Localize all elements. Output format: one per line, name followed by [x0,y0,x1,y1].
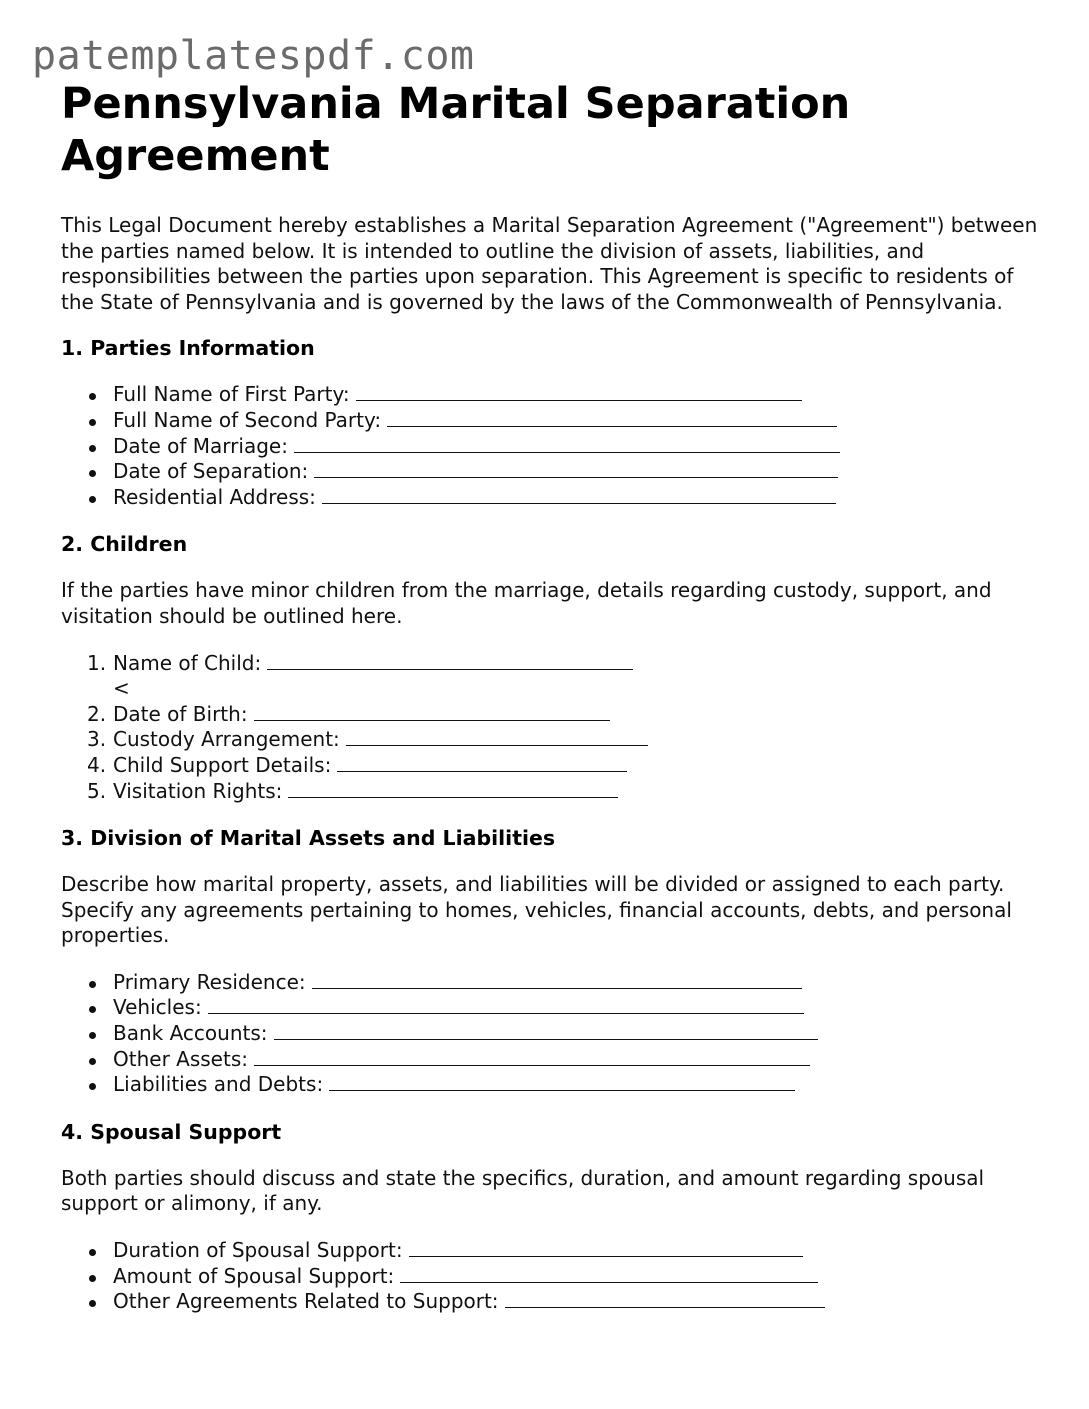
spousal-support-paragraph: Both parties should discuss and state the specifics, duration, and amount regarding spousal support or alimony, if any. [61,1165,985,1216]
fill-in-blank[interactable] [400,1264,818,1283]
list-item [61,1238,1041,1264]
list-item [61,1289,1041,1315]
list-item [61,995,1041,1021]
children-list [61,651,1041,805]
fill-in-blank[interactable] [288,779,618,798]
field-label: Liabilities and Debts: [113,1072,324,1097]
list-item [61,779,1041,805]
list-item [61,753,1041,779]
list-item [61,727,1041,753]
fill-in-blank[interactable] [356,382,802,401]
children-paragraph: If the parties have minor children from the marriage, details regarding custody, support, and visitation should be outlined here. [61,578,992,628]
stray-character: < [113,676,130,701]
field-label: Name of Child: [113,650,262,675]
fill-in-blank[interactable] [274,1021,818,1040]
list-item [61,651,1041,677]
fill-in-blank[interactable] [409,1238,803,1257]
section-heading-spousal-support: 4. Spousal Support [61,1119,282,1144]
field-label: Primary Residence: [113,969,306,994]
field-label: Date of Birth: [113,701,248,726]
field-label: Visitation Rights: [113,778,283,803]
list-item [61,408,1041,434]
section-heading-children: 2. Children [61,532,188,557]
assets-paragraph: Describe how marital property, assets, and liabilities will be divided or assigned to each party. Specify any agreements pertaining to homes, vehicles, financial accounts, debts, and personal properties. [61,872,1012,948]
field-label: Child Support Details: [113,752,332,777]
fill-in-blank[interactable] [254,1047,810,1066]
field-label: Other Agreements Related to Support: [113,1289,499,1314]
item-number: 1. [87,650,107,675]
fill-in-blank[interactable] [254,702,610,721]
spousal-support-list [61,1238,1041,1315]
field-label: Other Assets: [113,1046,248,1071]
list-item [61,702,1041,728]
field-label: Amount of Spousal Support: [113,1263,395,1288]
fill-in-blank[interactable] [267,651,633,670]
intro-paragraph: This Legal Document hereby establishes a Marital Separation Agreement ("Agreement") between the parties named below. It is intended to outline the division of assets, liabilities, and responsibilities between the parties upon separation. This Agreement is specific to residents of the State of Pennsylvania and is governed by the laws of the Commonwealth of Pennsylvania. [61,213,1038,314]
field-label: Date of Marriage: [113,433,288,458]
field-label: Full Name of Second Party: [113,407,382,432]
field-label: Duration of Spousal Support: [113,1238,403,1263]
list-item [61,382,1041,408]
field-label: Residential Address: [113,484,316,509]
fill-in-blank[interactable] [337,753,627,772]
item-number: 4. [87,752,107,777]
fill-in-blank[interactable] [314,459,838,478]
fill-in-blank[interactable] [294,434,840,453]
field-label: Date of Separation: [113,459,309,484]
item-number: 5. [87,778,107,803]
field-label: Vehicles: [113,995,202,1020]
item-number: 3. [87,727,107,752]
field-label: Full Name of First Party: [113,382,350,407]
field-label: Custody Arrangement: [113,727,340,752]
fill-in-blank[interactable] [312,970,802,989]
assets-list [61,970,1041,1098]
fill-in-blank[interactable] [505,1289,825,1308]
document [61,78,1041,1315]
list-item [61,1264,1041,1290]
list-item [61,434,1041,460]
list-item [61,970,1041,996]
field-label: Bank Accounts: [113,1021,268,1046]
section-heading-parties: 1. Parties Information [61,336,315,361]
fill-in-blank[interactable] [329,1072,795,1091]
document-title: Pennsylvania Marital Separation Agreement [61,79,851,181]
fill-in-blank[interactable] [346,727,648,746]
section-heading-assets: 3. Division of Marital Assets and Liabilities [61,826,556,851]
list-item [61,459,1041,485]
fill-in-blank[interactable] [387,408,837,427]
list-item [61,485,1041,511]
fill-in-blank[interactable] [322,485,836,504]
item-number: 2. [87,701,107,726]
list-item [61,1047,1041,1073]
fill-in-blank[interactable] [208,995,804,1014]
parties-list [61,382,1041,510]
list-item [61,1072,1041,1098]
watermark: patemplatespdf.com [32,33,475,79]
list-item [61,1021,1041,1047]
